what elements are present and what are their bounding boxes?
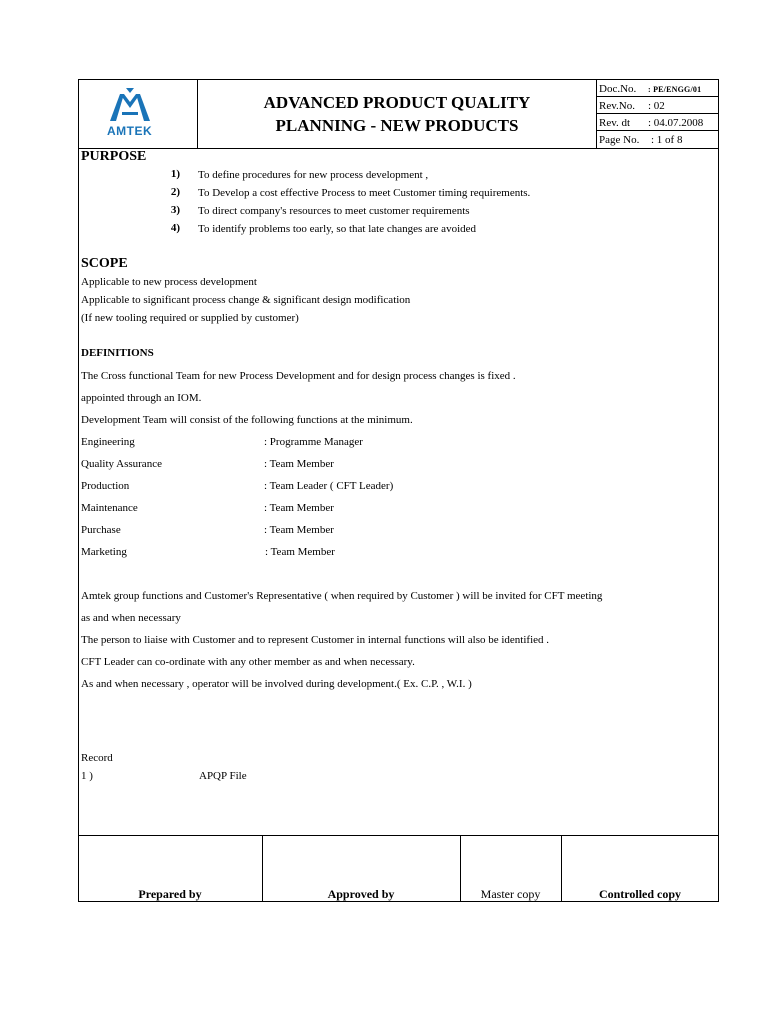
team-function: Engineering [81, 436, 135, 448]
team-function: Production [81, 480, 130, 492]
scope-line: (If new tooling required or supplied by customer) [81, 312, 299, 324]
meta-row-line [596, 113, 719, 114]
approved-by-label: Approved by [327, 887, 395, 901]
team-role: : Team Leader ( CFT Leader) [264, 480, 394, 492]
purpose-item-num: 1) [170, 168, 180, 180]
doc-title-line2: PLANNING - NEW PRODUCTS [275, 116, 519, 135]
team-role: : Team Member [264, 458, 334, 470]
signoff-top-line [78, 835, 719, 836]
meta-doc-no [599, 82, 702, 96]
prepared-by-label: Prepared by [138, 887, 202, 901]
purpose-heading: PURPOSE [81, 149, 147, 164]
meta-row-line [596, 130, 719, 131]
team-function: Marketing [81, 546, 127, 558]
purpose-item-text: To Develop a cost effective Process to meet Customer timing requirements. [198, 187, 531, 199]
header-divider [78, 148, 719, 149]
team-role: : Team Member [264, 502, 334, 514]
record-item: APQP File [199, 770, 247, 782]
team-function: Purchase [81, 524, 121, 536]
record-item-num: 1 ) [81, 770, 93, 782]
meta-label: Rev. dt [599, 117, 631, 129]
purpose-item-text: To define procedures for new process development , [198, 169, 429, 181]
logo-text: AMTEK [107, 124, 153, 138]
purpose-item-num: 4) [170, 222, 180, 234]
purpose-item-text: To identify problems too early, so that late changes are avoided [198, 223, 477, 235]
meta-value: : PE/ENGG/01 [648, 85, 702, 94]
definitions-intro: The Cross functional Team for new Process Development and for design process changes is fixed . [81, 370, 516, 382]
doc-title-line1: ADVANCED PRODUCT QUALITY [263, 93, 531, 112]
amtek-logo [108, 88, 152, 127]
team-role: : Team Member [265, 546, 335, 558]
team-role: : Team Member [264, 524, 334, 536]
scope-line: Applicable to significant process change & significant design modification [81, 294, 411, 306]
definitions-note: Amtek group functions and Customer's Representative ( when required by Customer ) will be invited for CFT meeting [81, 590, 603, 602]
amtek-logo-icon [108, 88, 152, 122]
meta-value: : 1 of 8 [651, 134, 683, 146]
scope-line: Applicable to new process development [81, 276, 257, 288]
controlled-copy-label: Controlled copy [598, 887, 682, 901]
definitions-note: CFT Leader can co-ordinate with any other member as and when necessary. [81, 656, 415, 668]
master-copy-label: Master copy [480, 887, 541, 901]
team-role: : Programme Manager [264, 436, 363, 448]
meta-page-no [599, 133, 683, 147]
meta-label: Rev.No. [599, 100, 635, 112]
record-heading: Record [81, 752, 113, 764]
definitions-note: The person to liaise with Customer and to represent Customer in internal functions will also be identified . [81, 634, 550, 646]
team-function: Maintenance [81, 502, 138, 514]
meta-rev-date [599, 116, 704, 130]
meta-divider [596, 79, 597, 149]
team-function: Quality Assurance [81, 458, 162, 470]
meta-value: : 02 [648, 100, 665, 112]
document-frame [78, 79, 719, 902]
meta-label: Page No. [599, 134, 640, 146]
definitions-intro: Development Team will consist of the following functions at the minimum. [81, 414, 413, 426]
meta-label: Doc.No. [599, 83, 637, 95]
definitions-heading: DEFINITIONS [81, 347, 154, 359]
purpose-item-text: To direct company's resources to meet customer requirements [198, 205, 470, 217]
meta-value: : 04.07.2008 [648, 117, 704, 129]
definitions-note: As and when necessary , operator will be involved during development.( Ex. C.P. , W.I. ) [81, 678, 472, 690]
purpose-item-num: 2) [170, 186, 180, 198]
definitions-note: as and when necessary [81, 612, 181, 624]
scope-heading: SCOPE [81, 256, 128, 271]
definitions-intro: appointed through an IOM. [81, 392, 202, 404]
purpose-item-num: 3) [170, 204, 180, 216]
meta-rev-no [599, 99, 665, 113]
